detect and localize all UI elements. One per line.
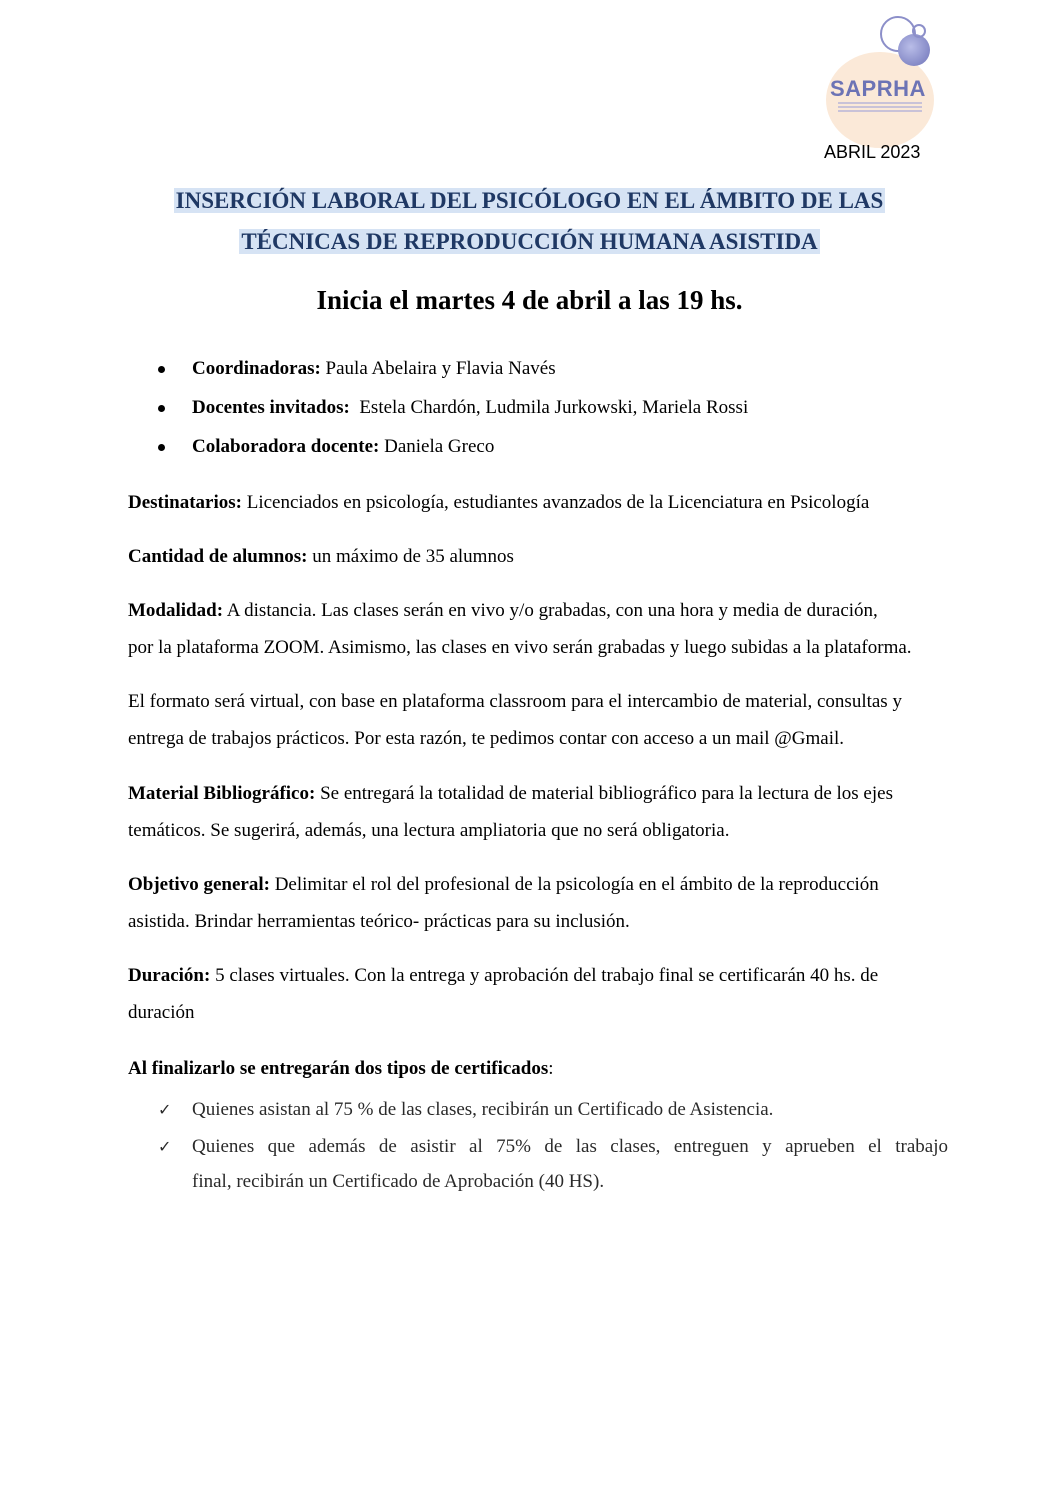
checkmark-icon: ✓ xyxy=(158,1137,172,1156)
document-date: ABRIL 2023 xyxy=(824,142,921,162)
objetivo-paragraph: Objetivo general: Delimitar el rol del profesional de la psicología en el ámbito de la reproducción asistida. Brindar herramientas teórico- prácticas para su inclusión. xyxy=(128,874,879,932)
logo-text: SAPRHA xyxy=(830,76,926,101)
formato-paragraph: El formato será virtual, con base en plataforma classroom para el intercambio de material, consultas y entrega de trabajos prácticos. Por esta razón, te pedimos contar con acceso a un mail @Gmail. xyxy=(128,691,902,749)
cantidad-paragraph: Cantidad de alumnos: un máximo de 35 alumnos xyxy=(128,546,514,567)
list-item: Docentes invitados: Estela Chardón, Ludmila Jurkowski, Mariela Rossi xyxy=(158,394,748,433)
bullet-icon xyxy=(158,444,165,451)
certificados-list xyxy=(158,1092,948,1201)
title-line-2: TÉCNICAS DE REPRODUCCIÓN HUMANA ASISTIDA xyxy=(241,229,818,254)
logo-sphere-icon xyxy=(898,34,930,66)
certificados-heading: Al finalizarlo se entregarán dos tipos de certificados: xyxy=(128,1058,554,1079)
bullet-icon xyxy=(158,405,165,412)
destinatarios-paragraph: Destinatarios: Licenciados en psicología, estudiantes avanzados de la Licenciatura en Psicología xyxy=(128,492,870,513)
list-item: ✓ Quienes asistan al 75 % de las clases, recibirán un Certificado de Asistencia. xyxy=(158,1092,948,1127)
staff-list xyxy=(158,355,748,472)
checkmark-icon: ✓ xyxy=(158,1100,172,1119)
saprha-logo xyxy=(824,16,936,132)
start-date-heading: Inicia el martes 4 de abril a las 19 hs. xyxy=(316,285,743,315)
logo-tagline-lines xyxy=(838,102,922,104)
list-item: ✓ Quienes que además de asistir al 75% de las clases, entreguen y aprueben el trabajo final, recibirán un Certificado de Aprobación (40 HS). xyxy=(158,1129,948,1199)
modalidad-paragraph: Modalidad: A distancia. Las clases serán en vivo y/o grabadas, con una hora y media de duración, por la plataforma ZOOM. Asimismo, las clases en vivo serán grabadas y luego subidas a la plataforma. xyxy=(128,600,912,658)
title-line-1: INSERCIÓN LABORAL DEL PSICÓLOGO EN EL ÁMBITO DE LAS xyxy=(175,188,884,213)
list-item: Coordinadoras: Paula Abelaira y Flavia Navés xyxy=(158,355,748,394)
duracion-paragraph: Duración: 5 clases virtuales. Con la entrega y aprobación del trabajo final se certificarán 40 hs. de duración xyxy=(128,965,879,1023)
bullet-icon xyxy=(158,366,165,373)
list-item: Colaboradora docente: Daniela Greco xyxy=(158,433,748,472)
material-paragraph: Material Bibliográfico: Se entregará la totalidad de material bibliográfico para la lectura de los ejes temáticos. Se sugerirá, además, una lectura ampliatoria que no será obligatoria. xyxy=(128,783,893,841)
logo-small-ring-icon xyxy=(912,24,926,38)
